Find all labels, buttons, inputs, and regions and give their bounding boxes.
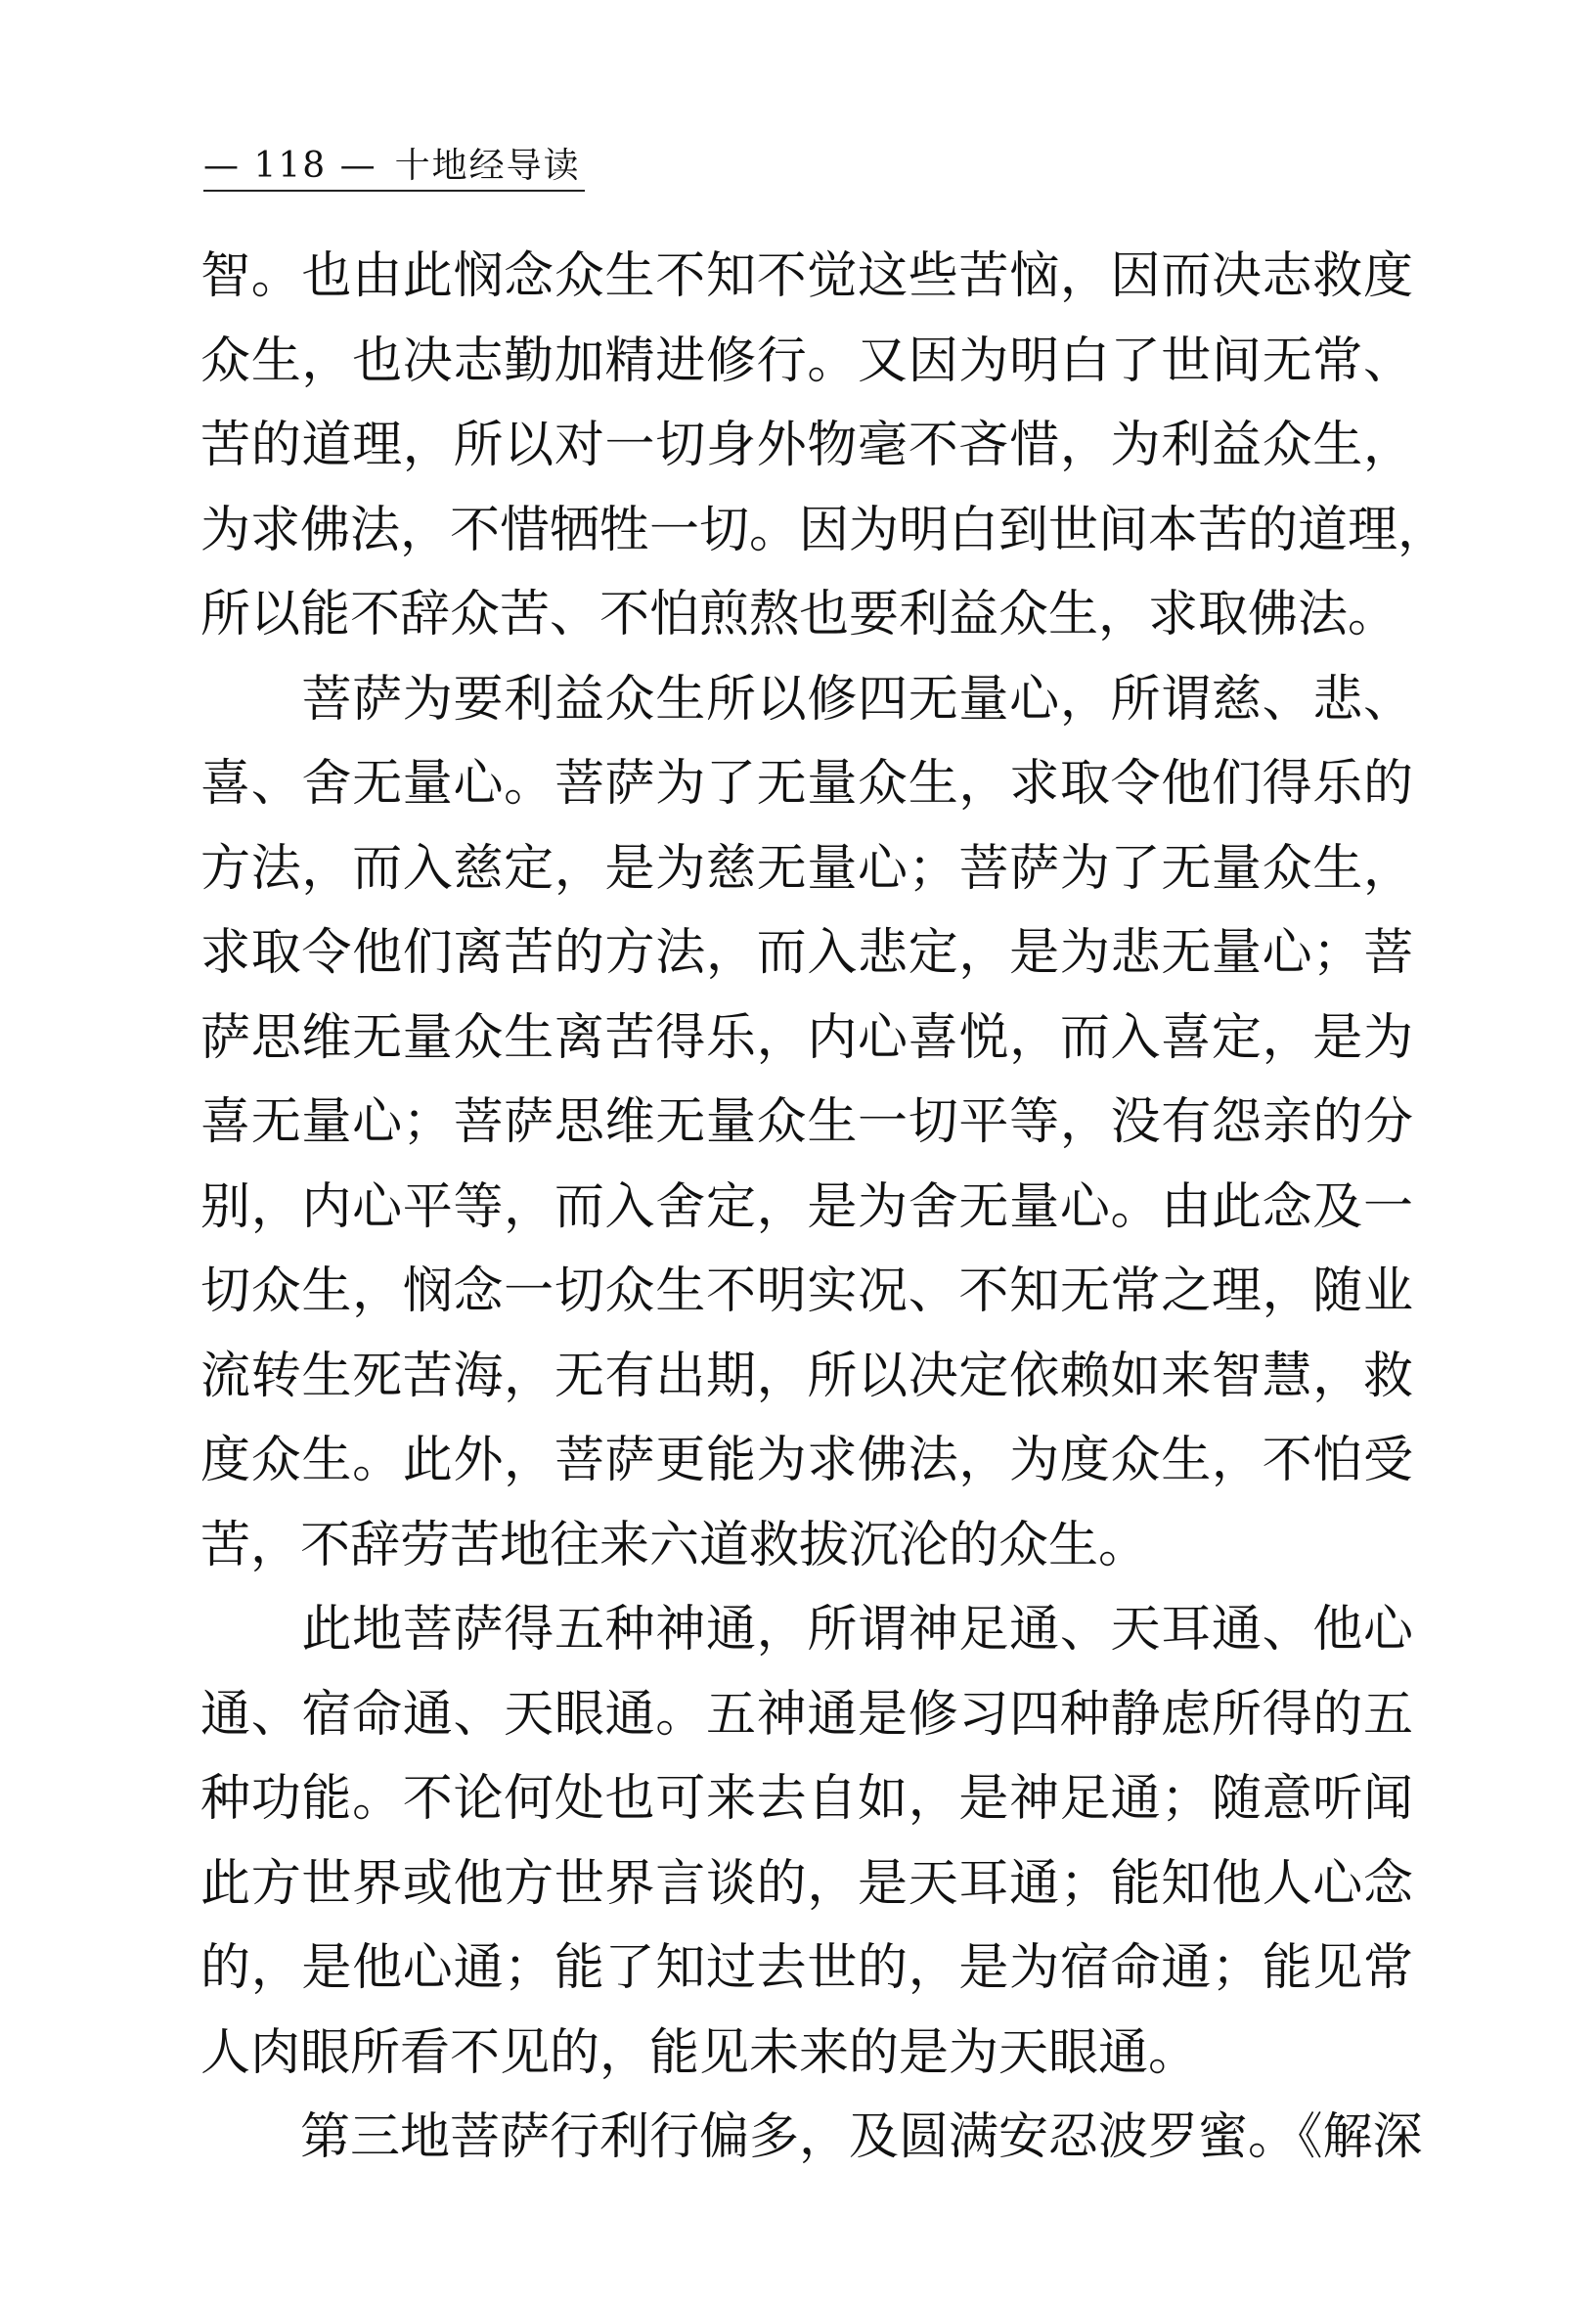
- text-line: 苦的道理，所以对一切身外物毫不吝惜，为利益众生，: [200, 417, 1413, 474]
- text-line: 种功能。不论何处也可来去自如，是神足通；随意听闻: [200, 1770, 1413, 1828]
- text-line: 此地菩萨得五种神通，所谓神足通、天耳通、他心: [200, 1601, 1413, 1659]
- text-line: 度众生。此外，菩萨更能为求佛法，为度众生，不怕受: [200, 1432, 1413, 1489]
- text-line: 众生，也决志勤加精进修行。又因为明白了世间无常、: [200, 332, 1413, 390]
- text-line: 流转生死苦海，无有出期，所以决定依赖如来智慧，救: [200, 1347, 1413, 1405]
- text-line: 的，是他心通；能了知过去世的，是为宿命通；能见常: [200, 1939, 1413, 1997]
- text-line: 求取令他们离苦的方法，而入悲定，是为悲无量心；菩: [200, 924, 1413, 982]
- text-line: 智。也由此悯念众生不知不觉这些苦恼，因而决志救度: [200, 247, 1413, 305]
- page-number: — 118 —: [203, 146, 377, 186]
- text-line: 所以能不辞众苦、不怕煎熬也要利益众生，求取佛法。: [200, 586, 1398, 643]
- text-line: 为求佛法，不惜牺牲一切。因为明白到世间本苦的道理，: [200, 501, 1448, 559]
- book-title: 十地经导读: [394, 146, 581, 186]
- text-line: 通、宿命通、天眼通。五神通是修习四种静虑所得的五: [200, 1685, 1413, 1744]
- text-line: 喜无量心；菩萨思维无量众生一切平等，没有怨亲的分: [200, 1093, 1413, 1151]
- text-line: 此方世界或他方世界言谈的，是天耳通；能知他人心念: [200, 1854, 1413, 1913]
- text-line: 方法，而入慈定，是为慈无量心；菩萨为了无量众生，: [200, 839, 1413, 898]
- text-line: 苦，不辞劳苦地往来六道救拔沉沦的众生。: [200, 1516, 1149, 1574]
- text-line: 别，内心平等，而入舍定，是为舍无量心。由此念及一: [200, 1177, 1413, 1236]
- text-line: 切众生，悯念一切众生不明实况、不知无常之理，随业: [200, 1262, 1413, 1320]
- body-text: [200, 235, 1448, 2181]
- text-line: 萨思维无量众生离苦得乐，内心喜悦，而入喜定，是为: [200, 1008, 1413, 1067]
- text-line: 人肉眼所看不见的，能见未来的是为天眼通。: [200, 2023, 1199, 2082]
- text-line: 喜、舍无量心。菩萨为了无量众生，求取令他们得乐的: [200, 755, 1413, 813]
- text-line: 第三地菩萨行利行偏多，及圆满安忍波罗蜜。《解深: [200, 2108, 1423, 2166]
- text-line: 菩萨为要利益众生所以修四无量心，所谓慈、悲、: [200, 670, 1413, 729]
- running-header: [203, 147, 585, 192]
